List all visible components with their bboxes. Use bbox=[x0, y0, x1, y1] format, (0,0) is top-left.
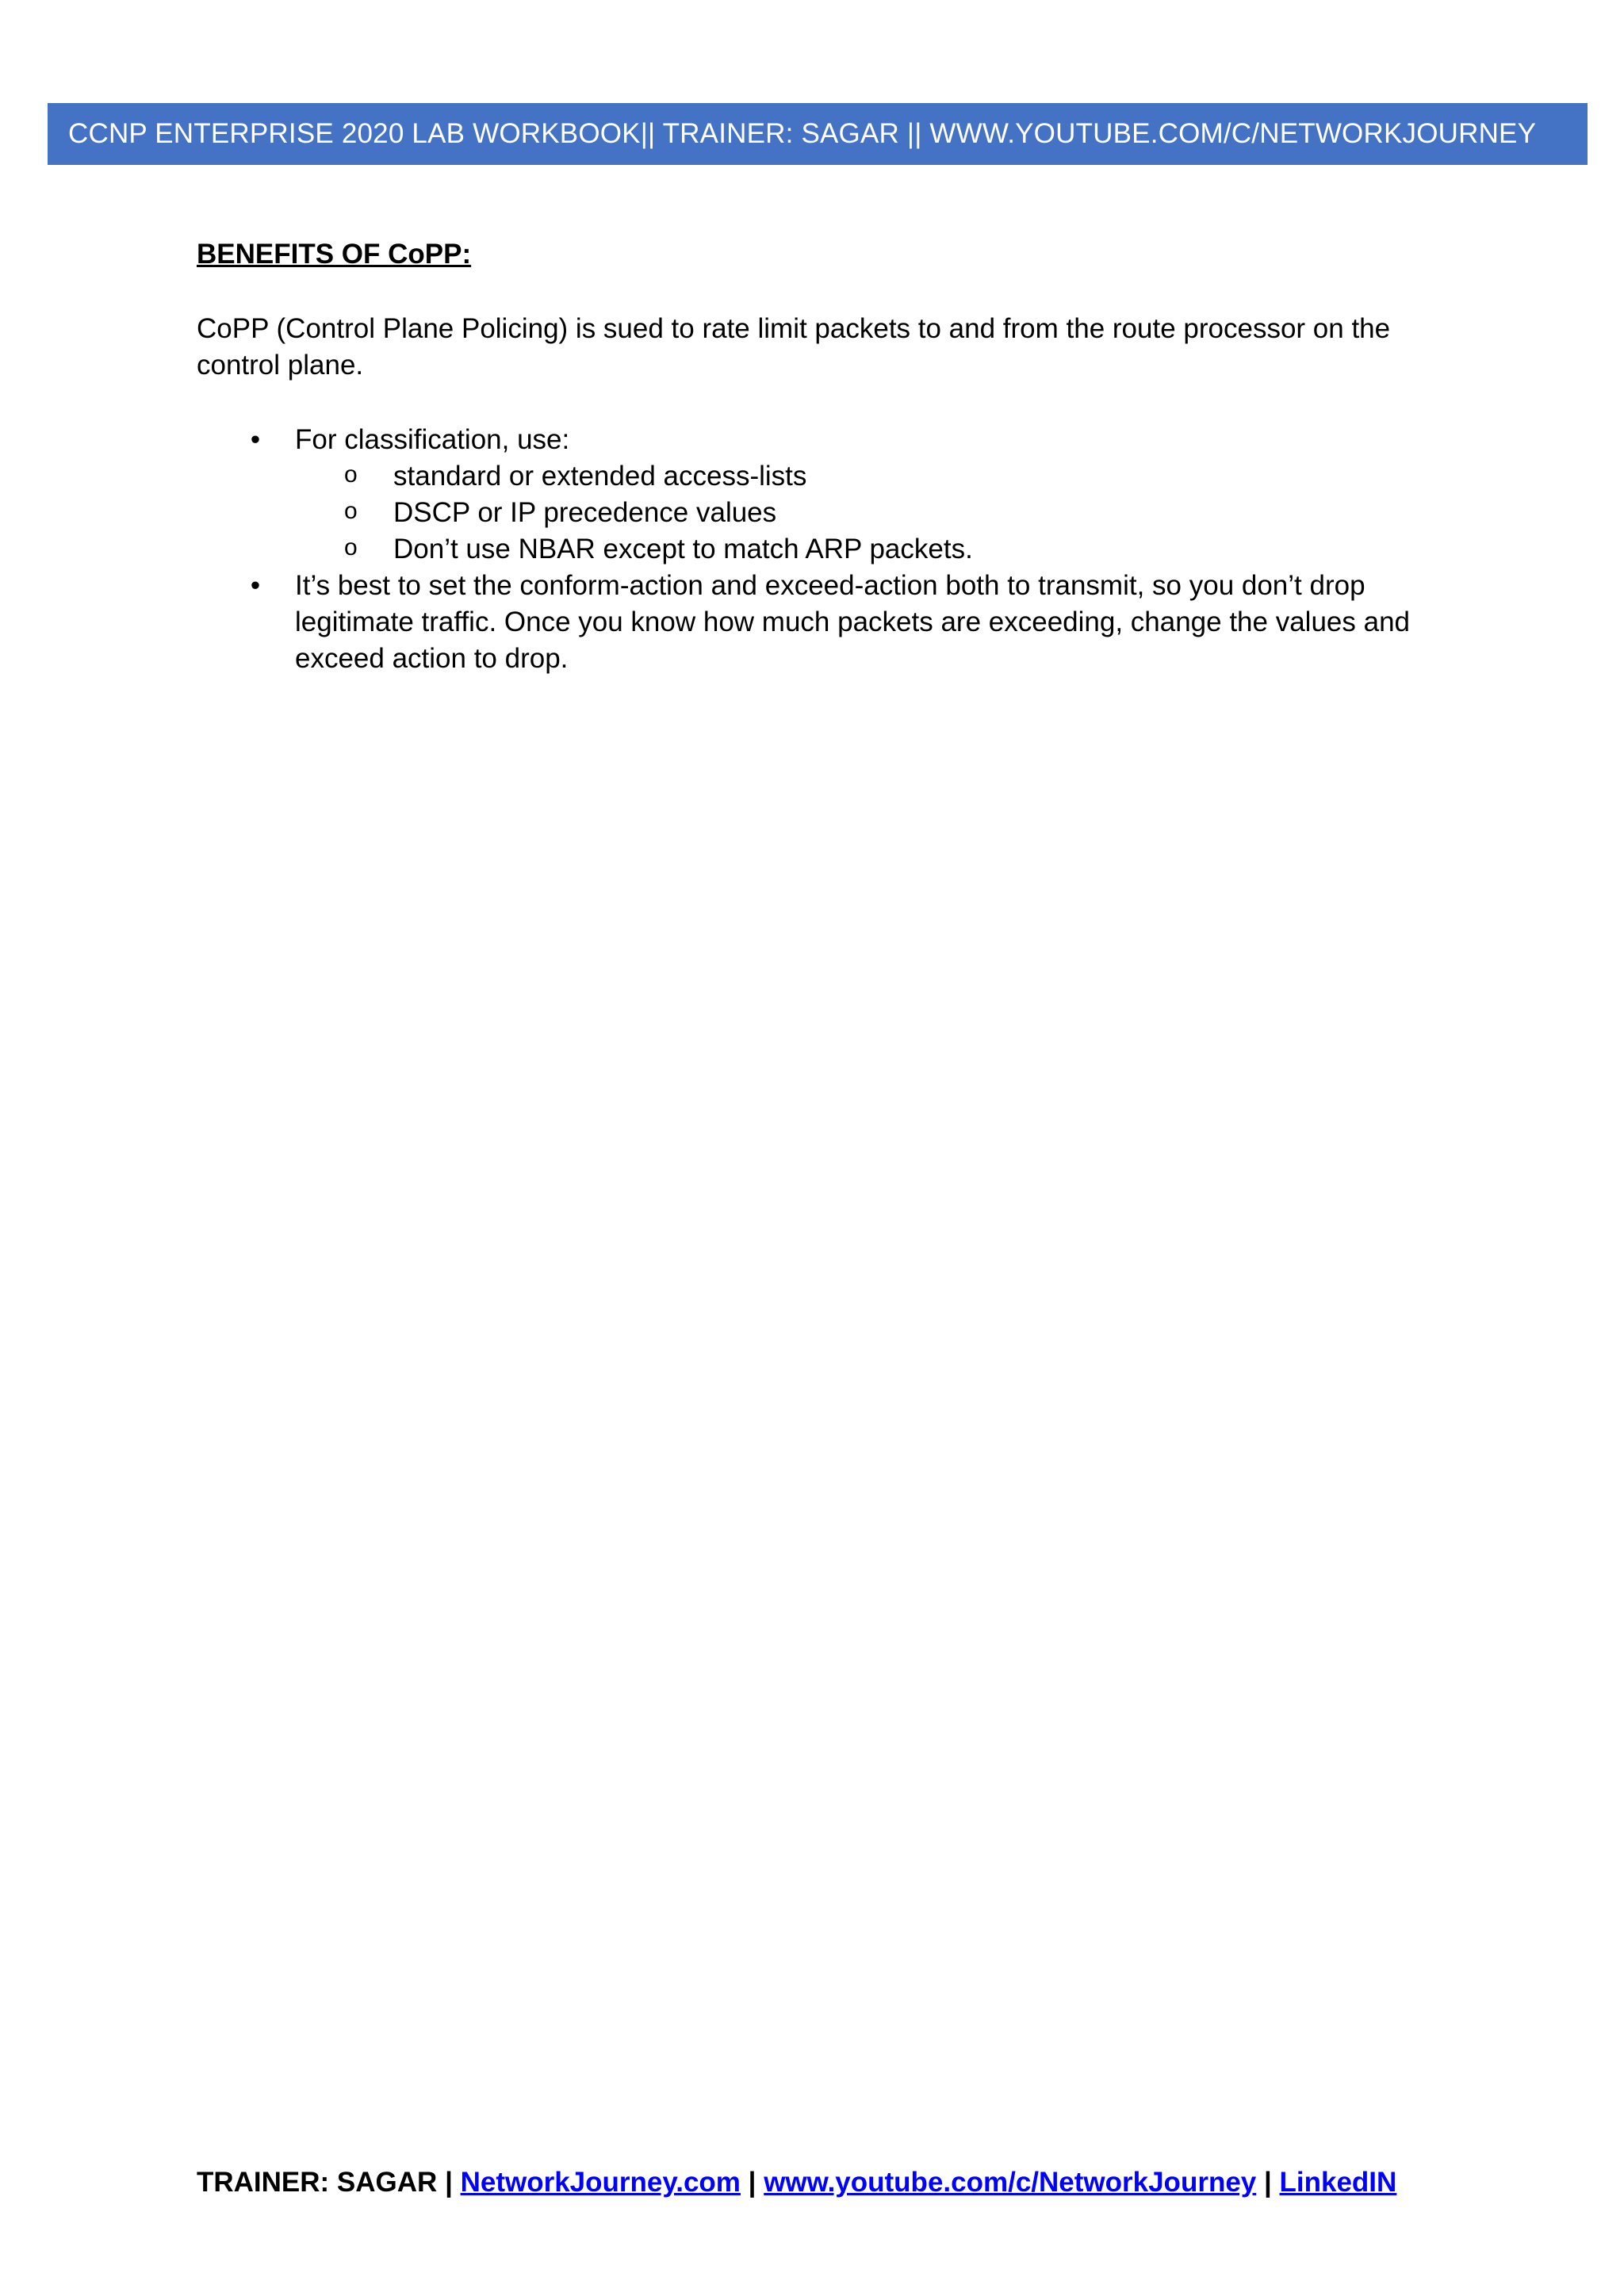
intro-paragraph: CoPP (Control Plane Policing) is sued to rate limit packets to and from the route processor on the control plane. bbox=[197, 313, 1391, 381]
footer-link-networkjourney[interactable]: NetworkJourney.com bbox=[460, 2167, 741, 2198]
footer-link-youtube[interactable]: www.youtube.com/c/NetworkJourney bbox=[764, 2167, 1257, 2198]
sub-bullet-list bbox=[295, 458, 1434, 568]
footer-separator: | bbox=[445, 2167, 453, 2198]
bullet-list bbox=[197, 422, 1434, 677]
footer-trainer: TRAINER: SAGAR bbox=[197, 2167, 438, 2198]
bullet-icon: • bbox=[250, 424, 261, 455]
sub-list-item-text: standard or extended access-lists bbox=[393, 461, 807, 492]
section-title: BENEFITS OF CoPP: bbox=[197, 239, 472, 270]
sub-list-item bbox=[295, 495, 1434, 531]
document-body bbox=[197, 236, 1434, 677]
footer-separator: | bbox=[748, 2167, 756, 2198]
list-item bbox=[197, 422, 1434, 568]
list-item-text: For classification, use: bbox=[295, 424, 570, 455]
hollow-circle-icon: o bbox=[344, 461, 358, 488]
list-item bbox=[197, 568, 1434, 677]
header-bar bbox=[48, 103, 1588, 165]
sub-list-item bbox=[295, 458, 1434, 495]
hollow-circle-icon: o bbox=[344, 498, 358, 524]
footer bbox=[197, 2164, 1396, 2201]
sub-list-item-text: Don’t use NBAR except to match ARP packets. bbox=[393, 534, 973, 564]
footer-link-linkedin[interactable]: LinkedIN bbox=[1279, 2167, 1397, 2198]
footer-separator: | bbox=[1263, 2167, 1272, 2198]
header-title: CCNP ENTERPRISE 2020 LAB WORKBOOK|| TRAINER: SAGAR || WWW.YOUTUBE.COM/C/NETWORKJOURNEY bbox=[68, 118, 1537, 149]
list-item-text: It’s best to set the conform-action and exceed-action both to transmit, so you don’t drop legitimate traffic. Once you know how much packets are exceeding, change the values and exceed action to drop. bbox=[295, 570, 1410, 674]
sub-list-item-text: DSCP or IP precedence values bbox=[393, 497, 777, 528]
sub-list-item bbox=[295, 531, 1434, 568]
hollow-circle-icon: o bbox=[344, 534, 358, 561]
bullet-icon: • bbox=[250, 570, 261, 601]
